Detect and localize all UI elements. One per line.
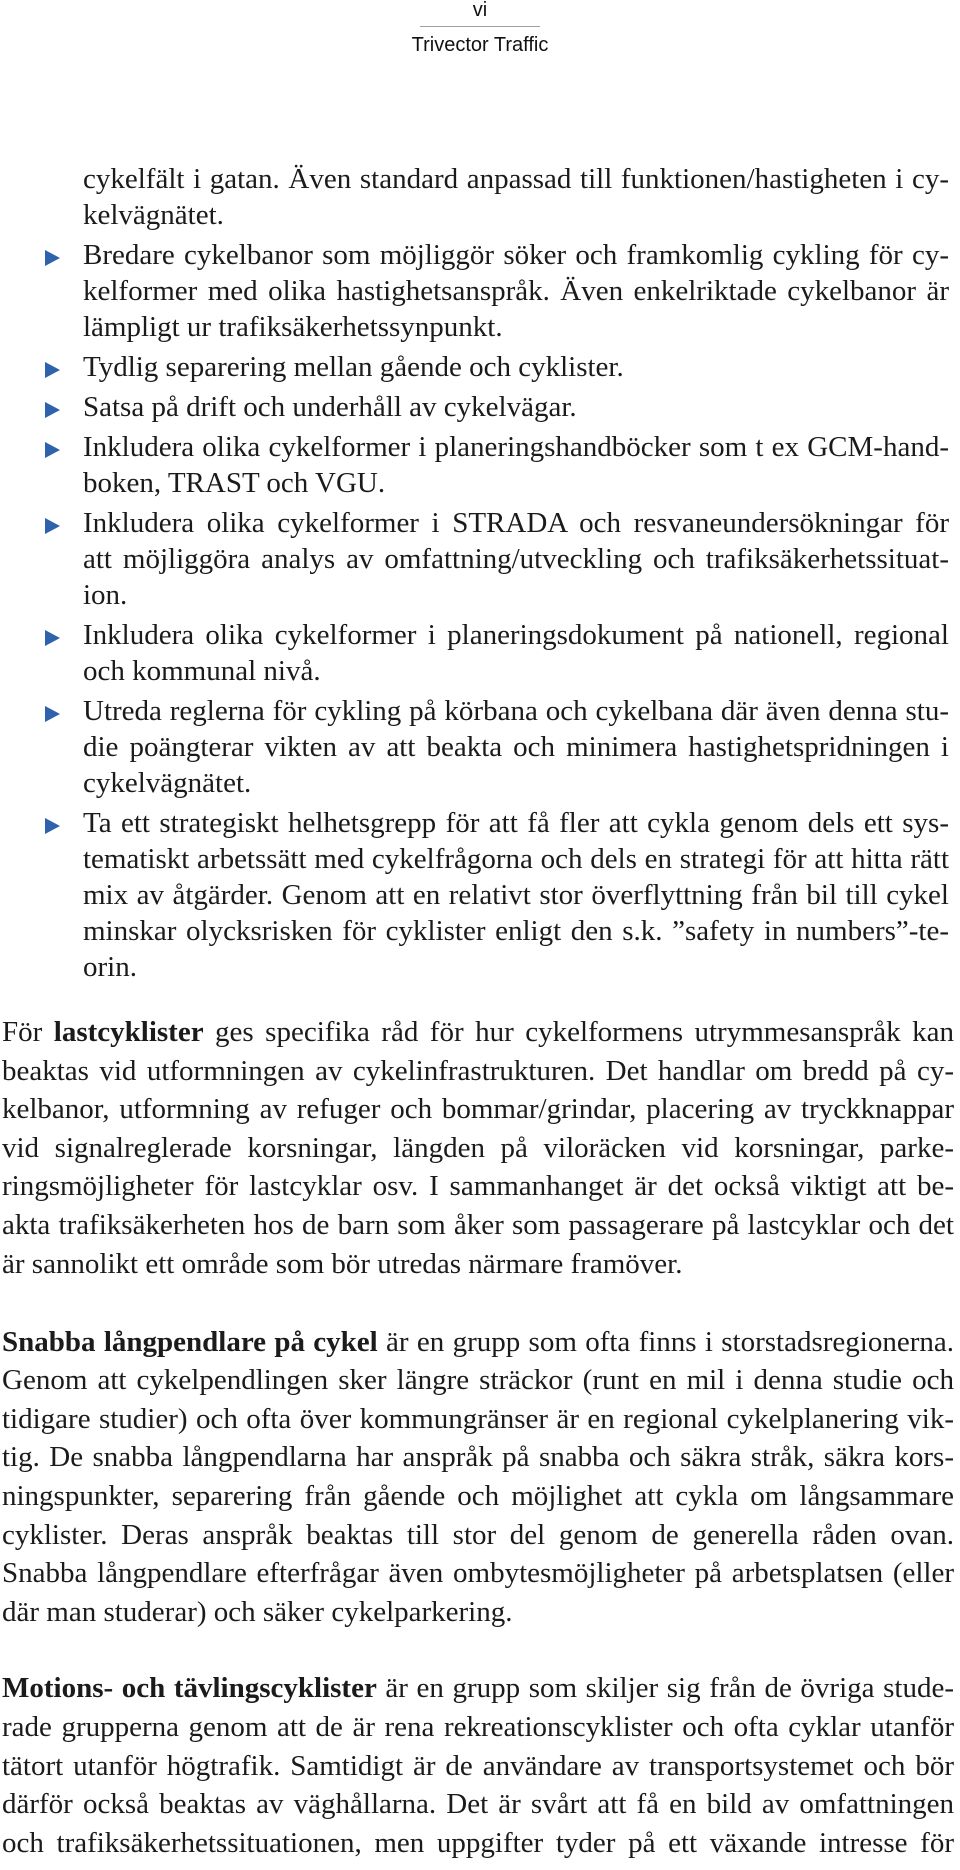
text-line: vid signalreglerade korsningar, längden på viloräcken vid korsningar, parke- bbox=[2, 1131, 954, 1164]
text-line: kelvägnätet. bbox=[83, 199, 224, 231]
blue-triangle-bullet-icon bbox=[45, 518, 60, 534]
text-line: cyklister. Deras anspråk beaktas till stor del genom de generella råden ovan. bbox=[2, 1518, 954, 1551]
text-line: tig. De snabba långpendlarna har anspråk på snabba och säkra stråk, säkra kors- bbox=[2, 1441, 954, 1474]
text-line: lämpligt ur trafiksäkerhetssynpunkt. bbox=[83, 311, 503, 343]
blue-triangle-bullet-icon bbox=[45, 442, 60, 458]
text-line: tätort utanför högtrafik. Samtidigt är de användare av transportsystemet och bör bbox=[2, 1749, 954, 1782]
header-rule bbox=[420, 26, 540, 27]
text-run: ges specifika råd för hur cykelformens utrymmesanspråk kan bbox=[203, 1016, 955, 1048]
text-line: Utreda reglerna för cykling på körbana och cykelbana där även denna stu- bbox=[83, 695, 949, 727]
bullet-item bbox=[83, 617, 949, 689]
text-line: Bredare cykelbanor som möjliggör söker och framkomlig cykling för cy- bbox=[83, 239, 949, 271]
text-line: Tydlig separering mellan gående och cyklister. bbox=[83, 351, 624, 383]
text-line: ion. bbox=[83, 579, 128, 611]
text-line: Inkludera olika cykelformer i planeringshandböcker som t ex GCM-hand- bbox=[83, 431, 949, 463]
text-line: cykelvägnätet. bbox=[83, 767, 252, 799]
text-line: ningspunkter, separering från gående och möjlighet att cykla om långsammare bbox=[2, 1479, 954, 1512]
running-title: Trivector Traffic bbox=[411, 34, 549, 56]
text-line: där man studerar) och säker cykelparkering. bbox=[2, 1595, 513, 1628]
text-line: orin. bbox=[83, 951, 137, 983]
text-line: die poängterar vikten av att beakta och minimera hastighetspridningen i bbox=[83, 731, 949, 763]
page-number: vi bbox=[472, 0, 488, 21]
text-line: och trafiksäkerhetssituationen, men uppgifter tyder på ett växande intresse för bbox=[2, 1826, 954, 1859]
bullet-item bbox=[83, 693, 949, 801]
bold-term: Snabba långpendlare på cykel bbox=[2, 1325, 378, 1358]
continued-list-item bbox=[83, 161, 949, 233]
text-line: akta trafiksäkerheten hos de barn som åker som passagerare på lastcyklar och det bbox=[2, 1208, 954, 1241]
bullet-item bbox=[83, 389, 949, 425]
text-line: Ta ett strategiskt helhetsgrepp för att få fler att cykla genom dels ett sys- bbox=[83, 807, 949, 839]
text-line: därför också beaktas av väghållarna. Det är svårt att få en bild av omfattningen bbox=[2, 1788, 954, 1821]
text-line: ringsmöjligheter för lastcyklar osv. I sammanhanget är det också viktigt att be- bbox=[2, 1170, 954, 1203]
text-line: är sannolikt ett område som bör utredas närmare framöver. bbox=[2, 1247, 683, 1280]
bullet-item bbox=[83, 805, 949, 985]
text-line: Genom att cykelpendlingen sker längre sträckor (runt en mil i denna studie och bbox=[2, 1364, 954, 1397]
text-line bbox=[2, 1013, 954, 1052]
bold-term: Motions- och tävlingscyklister bbox=[2, 1672, 377, 1705]
text-line: kelformer med olika hastighetsanspråk. Även enkelriktade cykelbanor är bbox=[83, 275, 949, 307]
blue-triangle-bullet-icon bbox=[45, 818, 60, 834]
text-line: tidigare studier) och ofta över kommungränser är en regional cykelplanering vik- bbox=[2, 1402, 954, 1435]
bullet-item bbox=[83, 429, 949, 501]
text-line: och kommunal nivå. bbox=[83, 655, 321, 687]
text-run: är en grupp som ofta finns i storstadsregionerna. bbox=[377, 1325, 955, 1358]
bullet-item bbox=[83, 237, 949, 345]
text-line: kelbanor, utformning av refuger och bommar/grindar, placering av tryckknappar bbox=[2, 1093, 954, 1126]
blue-triangle-bullet-icon bbox=[45, 630, 60, 646]
text-run: är en grupp som skiljer sig från de övriga stude- bbox=[376, 1672, 954, 1705]
paragraph-motions-och-tavlingscyklister bbox=[2, 1669, 954, 1862]
blue-triangle-bullet-icon bbox=[45, 250, 60, 266]
text-line: beaktas vid utformningen av cykelinfrastrukturen. Det handlar om bredd på cy- bbox=[2, 1054, 954, 1087]
paragraph-lastcyklister bbox=[2, 1013, 954, 1283]
text-line: tematiskt arbetssätt med cykelfrågorna och dels en strategi för att hitta rätt bbox=[83, 843, 949, 875]
page-body bbox=[0, 161, 960, 1862]
blue-triangle-bullet-icon bbox=[45, 362, 60, 378]
text-line: Inkludera olika cykelformer i STRADA och resvaneundersökningar för bbox=[83, 507, 949, 539]
text-line bbox=[2, 1323, 954, 1362]
bullet-item bbox=[83, 505, 949, 613]
text-line: minskar olycksrisken för cyklister enligt den s.k. ”safety in numbers”-te- bbox=[83, 915, 949, 947]
bullet-item bbox=[83, 349, 949, 385]
blue-triangle-bullet-icon bbox=[45, 706, 60, 722]
text-run: För bbox=[2, 1016, 54, 1048]
text-line: att möjliggöra analys av omfattning/utveckling och trafiksäkerhetssituat- bbox=[83, 543, 949, 575]
text-line: boken, TRAST och VGU. bbox=[83, 467, 386, 499]
text-line: Satsa på drift och underhåll av cykelvägar. bbox=[83, 391, 577, 423]
text-line: cykelfält i gatan. Även standard anpassad till funktionen/hastigheten i cy- bbox=[83, 163, 949, 195]
blue-triangle-bullet-icon bbox=[45, 402, 60, 418]
paragraph-snabba-langpendlare bbox=[2, 1323, 954, 1632]
bold-term: lastcyklister bbox=[53, 1016, 204, 1048]
text-line: Snabba långpendlare efterfrågar även ombytesmöjligheter på arbetsplatsen (eller bbox=[2, 1557, 954, 1590]
text-line: Inkludera olika cykelformer i planeringsdokument på nationell, regional bbox=[83, 619, 949, 651]
text-line: rade grupperna genom att de är rena rekreationscyklister och ofta cyklar utanför bbox=[2, 1711, 954, 1744]
text-line: mix av åtgärder. Genom att en relativt stor överflyttning från bil till cykel bbox=[83, 879, 949, 911]
page-header bbox=[0, 0, 960, 60]
text-line bbox=[2, 1669, 954, 1708]
